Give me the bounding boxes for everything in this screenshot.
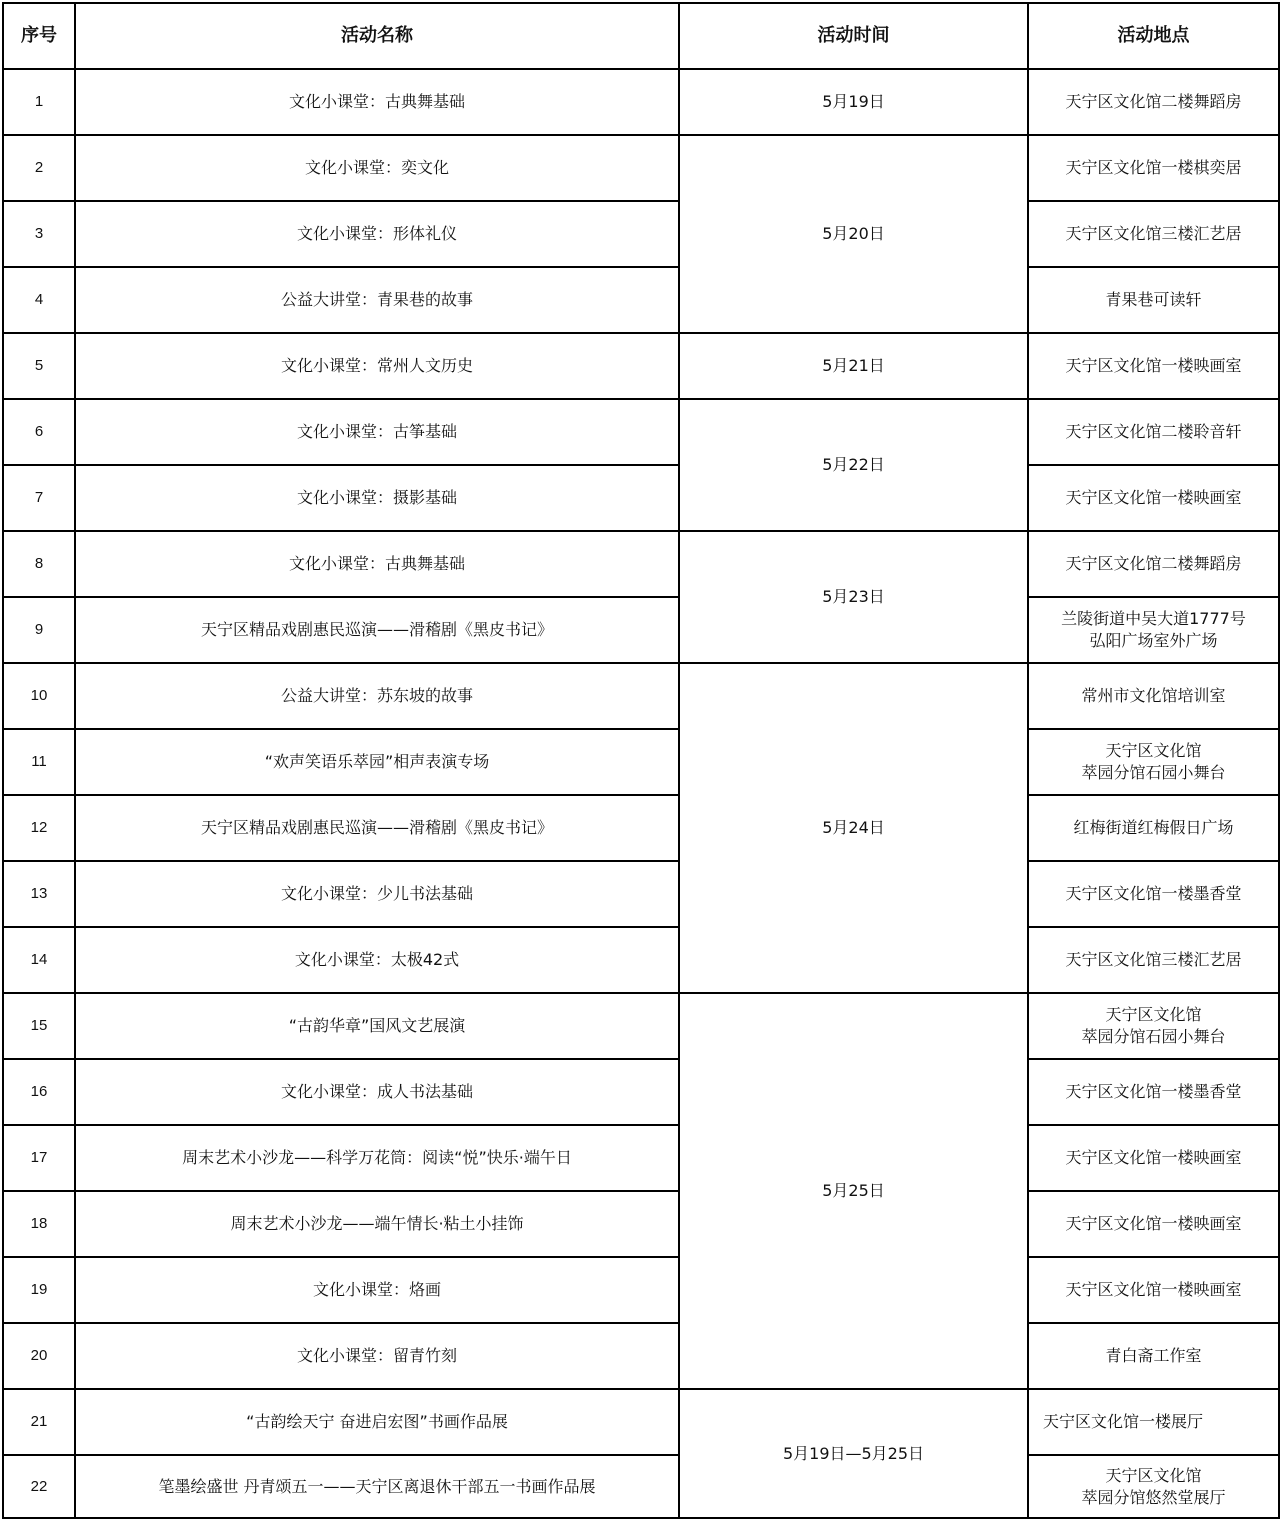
cell-activity-name: 周末艺术小沙龙——端午情长·粘土小挂饰 xyxy=(75,1191,679,1257)
cell-activity-time: 5月23日 xyxy=(679,531,1028,663)
cell-activity-place xyxy=(1028,333,1279,399)
cell-no: 11 xyxy=(3,729,75,795)
cell-activity-name: “古韵绘天宁 奋进启宏图”书画作品展 xyxy=(75,1389,679,1455)
table-row xyxy=(3,1059,1279,1125)
place-line: 天宁区文化馆一楼棋奕居 xyxy=(1065,158,1242,177)
place-line: 萃园分馆石园小舞台 xyxy=(1081,763,1226,782)
place-line: 天宁区文化馆 xyxy=(1105,1465,1202,1485)
cell-activity-place xyxy=(1028,927,1279,993)
cell-no: 12 xyxy=(3,795,75,861)
table-row xyxy=(3,333,1279,399)
header-row xyxy=(3,3,1279,69)
cell-activity-time: 5月25日 xyxy=(679,993,1028,1389)
place-line: 常州市文化馆培训室 xyxy=(1081,686,1226,705)
place-line: 弘阳广场室外广场 xyxy=(1089,631,1218,650)
place-line: 天宁区文化馆一楼映画室 xyxy=(1065,356,1242,375)
table-row xyxy=(3,795,1279,861)
cell-activity-place xyxy=(1028,1455,1279,1518)
cell-activity-time: 5月24日 xyxy=(679,663,1028,993)
table-row xyxy=(3,135,1279,201)
place-line: 天宁区文化馆二楼聆音轩 xyxy=(1065,422,1242,441)
cell-activity-place xyxy=(1028,1059,1279,1125)
place-line: 天宁区文化馆一楼映画室 xyxy=(1065,1214,1242,1233)
table-row xyxy=(3,1257,1279,1323)
place-line: 天宁区文化馆一楼映画室 xyxy=(1065,1280,1242,1299)
cell-activity-name: 文化小课堂：少儿书法基础 xyxy=(75,861,679,927)
place-line: 天宁区文化馆一楼展厅 xyxy=(1043,1412,1204,1431)
cell-activity-place xyxy=(1028,69,1279,135)
cell-activity-place xyxy=(1028,1191,1279,1257)
header-place: 活动地点 xyxy=(1028,3,1279,69)
place-line: 萃园分馆悠然堂展厅 xyxy=(1081,1487,1226,1507)
cell-activity-place xyxy=(1028,201,1279,267)
place-line: 萃园分馆石园小舞台 xyxy=(1081,1027,1226,1046)
cell-activity-place xyxy=(1028,1125,1279,1191)
cell-no: 10 xyxy=(3,663,75,729)
place-line: 红梅街道红梅假日广场 xyxy=(1073,818,1234,837)
activity-schedule-table xyxy=(2,2,1280,1519)
cell-activity-place xyxy=(1028,1389,1279,1455)
header-no: 序号 xyxy=(3,3,75,69)
cell-no: 18 xyxy=(3,1191,75,1257)
table-row xyxy=(3,69,1279,135)
cell-activity-name: 文化小课堂：太极42式 xyxy=(75,927,679,993)
cell-no: 8 xyxy=(3,531,75,597)
place-line: 天宁区文化馆二楼舞蹈房 xyxy=(1065,554,1242,573)
cell-activity-name: 文化小课堂：常州人文历史 xyxy=(75,333,679,399)
cell-no: 5 xyxy=(3,333,75,399)
cell-activity-place xyxy=(1028,729,1279,795)
table-body xyxy=(3,69,1279,1518)
cell-activity-name: 周末艺术小沙龙——科学万花筒：阅读“悦”快乐·端午日 xyxy=(75,1125,679,1191)
place-line: 天宁区文化馆一楼映画室 xyxy=(1065,1148,1242,1167)
cell-activity-name: 公益大讲堂：青果巷的故事 xyxy=(75,267,679,333)
table-row xyxy=(3,861,1279,927)
cell-activity-name: 文化小课堂：形体礼仪 xyxy=(75,201,679,267)
cell-no: 17 xyxy=(3,1125,75,1191)
table-row xyxy=(3,1455,1279,1518)
cell-activity-name: “欢声笑语乐萃园”相声表演专场 xyxy=(75,729,679,795)
cell-no: 15 xyxy=(3,993,75,1059)
cell-activity-name: 文化小课堂：奕文化 xyxy=(75,135,679,201)
cell-activity-time: 5月19日—5月25日 xyxy=(679,1389,1028,1518)
cell-activity-name: 天宁区精品戏剧惠民巡演——滑稽剧《黑皮书记》 xyxy=(75,795,679,861)
cell-no: 1 xyxy=(3,69,75,135)
cell-no: 2 xyxy=(3,135,75,201)
cell-activity-name: 公益大讲堂：苏东坡的故事 xyxy=(75,663,679,729)
place-line: 天宁区文化馆 xyxy=(1105,1005,1202,1024)
cell-no: 9 xyxy=(3,597,75,663)
cell-activity-name: 文化小课堂：古筝基础 xyxy=(75,399,679,465)
table-row xyxy=(3,993,1279,1059)
cell-no: 20 xyxy=(3,1323,75,1389)
cell-activity-name: 文化小课堂：留青竹刻 xyxy=(75,1323,679,1389)
cell-no: 7 xyxy=(3,465,75,531)
cell-activity-name: 笔墨绘盛世 丹青颂五一——天宁区离退休干部五一书画作品展 xyxy=(75,1455,679,1518)
table-row xyxy=(3,267,1279,333)
cell-activity-name: 文化小课堂：古典舞基础 xyxy=(75,531,679,597)
cell-activity-place xyxy=(1028,135,1279,201)
cell-activity-place xyxy=(1028,1257,1279,1323)
cell-no: 16 xyxy=(3,1059,75,1125)
place-line: 天宁区文化馆三楼汇艺居 xyxy=(1065,224,1242,243)
cell-activity-time: 5月22日 xyxy=(679,399,1028,531)
table-row xyxy=(3,1125,1279,1191)
cell-activity-time: 5月20日 xyxy=(679,135,1028,333)
place-line: 天宁区文化馆一楼墨香堂 xyxy=(1065,1082,1242,1101)
cell-activity-place xyxy=(1028,267,1279,333)
place-line: 兰陵街道中吴大道1777号 xyxy=(1061,609,1246,628)
cell-activity-place xyxy=(1028,465,1279,531)
cell-activity-name: 文化小课堂：烙画 xyxy=(75,1257,679,1323)
cell-activity-place xyxy=(1028,795,1279,861)
table-row xyxy=(3,1191,1279,1257)
table-row xyxy=(3,531,1279,597)
table-row xyxy=(3,201,1279,267)
cell-no: 22 xyxy=(3,1455,75,1518)
cell-no: 4 xyxy=(3,267,75,333)
place-line: 天宁区文化馆一楼墨香堂 xyxy=(1065,884,1242,903)
cell-activity-place xyxy=(1028,1323,1279,1389)
place-line: 天宁区文化馆一楼映画室 xyxy=(1065,488,1242,507)
cell-activity-place xyxy=(1028,663,1279,729)
table-row xyxy=(3,1389,1279,1455)
cell-activity-name: 文化小课堂：古典舞基础 xyxy=(75,69,679,135)
cell-activity-time: 5月21日 xyxy=(679,333,1028,399)
table-row xyxy=(3,729,1279,795)
header-time: 活动时间 xyxy=(679,3,1028,69)
cell-activity-name: “古韵华章”国风文艺展演 xyxy=(75,993,679,1059)
place-line: 天宁区文化馆二楼舞蹈房 xyxy=(1065,92,1242,111)
header-name: 活动名称 xyxy=(75,3,679,69)
cell-no: 6 xyxy=(3,399,75,465)
cell-activity-place xyxy=(1028,597,1279,663)
cell-activity-name: 文化小课堂：成人书法基础 xyxy=(75,1059,679,1125)
table-row xyxy=(3,663,1279,729)
place-line: 青白斋工作室 xyxy=(1105,1346,1202,1365)
cell-no: 14 xyxy=(3,927,75,993)
cell-activity-place xyxy=(1028,531,1279,597)
table-row xyxy=(3,399,1279,465)
table-row xyxy=(3,1323,1279,1389)
cell-activity-place xyxy=(1028,399,1279,465)
table-row xyxy=(3,927,1279,993)
cell-activity-place xyxy=(1028,861,1279,927)
cell-no: 13 xyxy=(3,861,75,927)
cell-activity-name: 文化小课堂：摄影基础 xyxy=(75,465,679,531)
place-line: 天宁区文化馆三楼汇艺居 xyxy=(1065,950,1242,969)
place-line: 青果巷可读轩 xyxy=(1105,290,1202,309)
cell-activity-name: 天宁区精品戏剧惠民巡演——滑稽剧《黑皮书记》 xyxy=(75,597,679,663)
table-row xyxy=(3,597,1279,663)
cell-no: 21 xyxy=(3,1389,75,1455)
cell-activity-time: 5月19日 xyxy=(679,69,1028,135)
cell-no: 19 xyxy=(3,1257,75,1323)
cell-no: 3 xyxy=(3,201,75,267)
place-line: 天宁区文化馆 xyxy=(1105,741,1202,760)
table-row xyxy=(3,465,1279,531)
cell-activity-place xyxy=(1028,993,1279,1059)
